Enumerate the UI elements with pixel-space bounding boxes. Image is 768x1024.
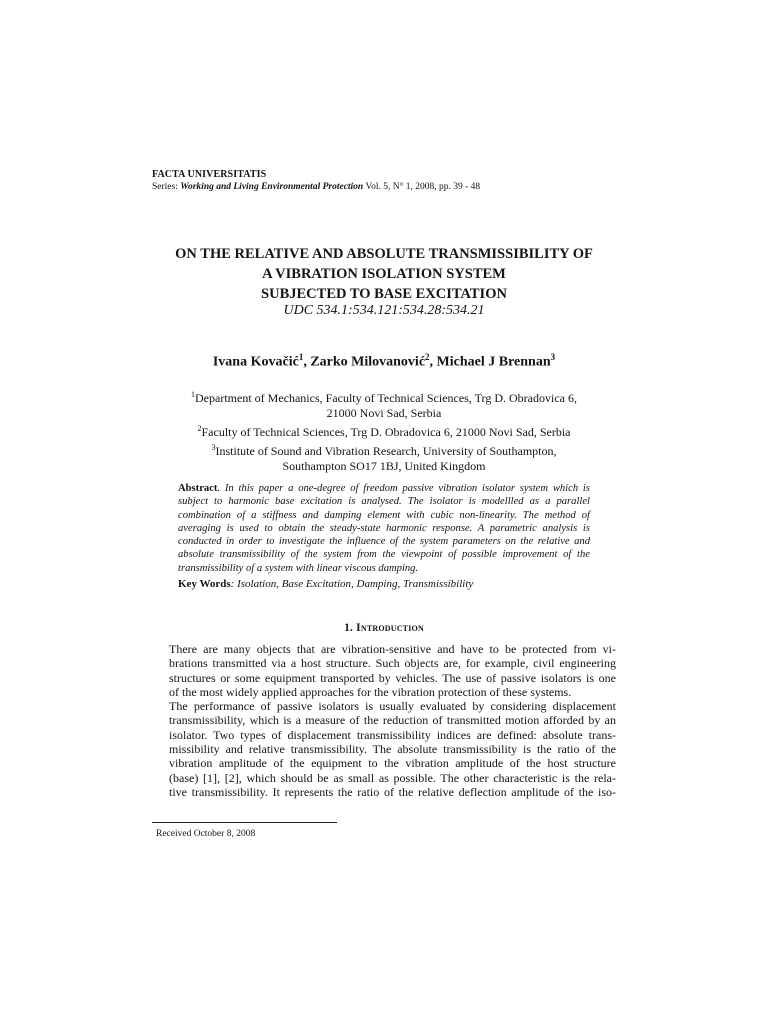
affiliation-line bbox=[150, 387, 618, 406]
title-line: SUBJECTED TO BASE EXCITATION bbox=[261, 286, 507, 302]
affiliation-line bbox=[150, 440, 618, 459]
title-line: A VIBRATION ISOLATION SYSTEM bbox=[262, 266, 506, 282]
text-line: (base) [1], [2], which should be as small as possible. The other characteristic is the rela- bbox=[169, 770, 616, 785]
text-line: of the most widely applied approaches for the vibration protection of these systems. bbox=[169, 684, 572, 699]
series-prefix: Series: bbox=[152, 182, 181, 192]
affiliation-text: Department of Mechanics, Faculty of Technical Sciences, Trg D. Obradovica 6, bbox=[195, 391, 577, 405]
affiliation-text: Southampton SO17 1BJ, United Kingdom bbox=[282, 459, 486, 473]
text-line: tive transmissibility. It represents the ratio of the relative deflection amplitude of the iso- bbox=[169, 784, 616, 799]
author-list: Ivana Kovačić$^1$, Zarko Milovanović$^2$, Michael J Brennan$^3$ bbox=[212, 352, 556, 370]
text-line: brations transmitted via a host structure. Such objects are, for example, civil engineering bbox=[169, 656, 616, 671]
journal-header bbox=[152, 169, 480, 193]
footnote-received: Received October 8, 2008 bbox=[156, 829, 256, 839]
affiliation-line bbox=[150, 421, 618, 440]
body-text bbox=[152, 642, 616, 799]
keywords bbox=[178, 578, 598, 590]
text-line: vibration amplitude of the equipment to the vibration amplitude of the host structure bbox=[169, 756, 616, 771]
abstract bbox=[178, 482, 590, 575]
udc-code: UDC 534.1:534.121:534.28:534.21 bbox=[283, 303, 485, 318]
affiliation-mark: 1 bbox=[191, 390, 196, 399]
title-line: ON THE RELATIVE AND ABSOLUTE TRANSMISSIBILITY OF bbox=[175, 246, 593, 262]
text-line: isolator. Two types of displacement transmissibility indices are defined: absolute trans- bbox=[169, 727, 616, 742]
author-name: Ivana Kovačić bbox=[212, 354, 299, 370]
section-heading: 1. Introduction bbox=[344, 622, 424, 634]
affiliation-line bbox=[150, 406, 618, 421]
paper-title bbox=[130, 244, 638, 304]
series-name: Working and Living Environmental Protection bbox=[180, 182, 364, 192]
series-volume: Vol. 5, N° 1, 2008, pp. 39 - 48 bbox=[363, 182, 481, 192]
affiliation-text: Institute of Sound and Vibration Research, University of Southampton, bbox=[215, 444, 557, 458]
author-affiliation-mark: 1 bbox=[298, 352, 304, 362]
affiliation-line bbox=[150, 459, 618, 474]
author-affiliation-mark: 3 bbox=[550, 352, 556, 362]
abstract-text: . In this paper a one-degree of freedom passive vibration isolator system which is subject to harmonic base excitation is analysed. The isolator is modellled as a parallel combination of a stiffness and damping element with cubic non-linearity. The method of averaging is used to obtain the steady-state harmonic response. A parametric analysis is conducted in order to investigate the influence of the system parameters on the relative and absolute transmissibility of the system from the viewpoint of possible improvement of the transmissibility of a system with linear viscous damping. bbox=[178, 483, 590, 574]
affiliation-text: Faculty of Technical Sciences, Trg D. Obradovica 6, 21000 Novi Sad, Serbia bbox=[201, 425, 571, 439]
journal-name: FACTA UNIVERSITATIS bbox=[152, 169, 267, 180]
journal-series bbox=[152, 181, 480, 193]
text-line: There are many objects that are vibration-sensitive and have to be protected from vi- bbox=[169, 642, 616, 656]
abstract-label: Abstract bbox=[178, 483, 218, 494]
affiliations bbox=[150, 387, 618, 474]
paragraph bbox=[152, 642, 616, 699]
affiliation-mark: 3 bbox=[211, 443, 216, 452]
author-affiliation-mark: 2 bbox=[425, 352, 430, 362]
affiliation-text: 21000 Novi Sad, Serbia bbox=[326, 406, 442, 420]
footnote-divider bbox=[152, 822, 337, 823]
text-line: missibility and relative transmissibility. The absolute transmissibility is the ratio of the bbox=[169, 742, 616, 757]
author-name: Michael J Brennan bbox=[436, 354, 551, 370]
author-name: Zarko Milovanović bbox=[310, 354, 426, 370]
text-line: The performance of passive isolators is usually evaluated by considering displacement bbox=[169, 699, 616, 714]
text-line: transmissibility, which is a measure of the reduction of transmitted motion afforded by an bbox=[169, 713, 616, 728]
paragraph bbox=[152, 699, 616, 799]
keywords-text: : Isolation, Base Excitation, Damping, Transmissibility bbox=[230, 578, 474, 590]
affiliation-mark: 2 bbox=[197, 424, 202, 433]
text-line: structures or some equipment transported by vehicles. The use of passive isolators is one bbox=[169, 670, 616, 685]
keywords-label: Key Words bbox=[178, 578, 231, 590]
